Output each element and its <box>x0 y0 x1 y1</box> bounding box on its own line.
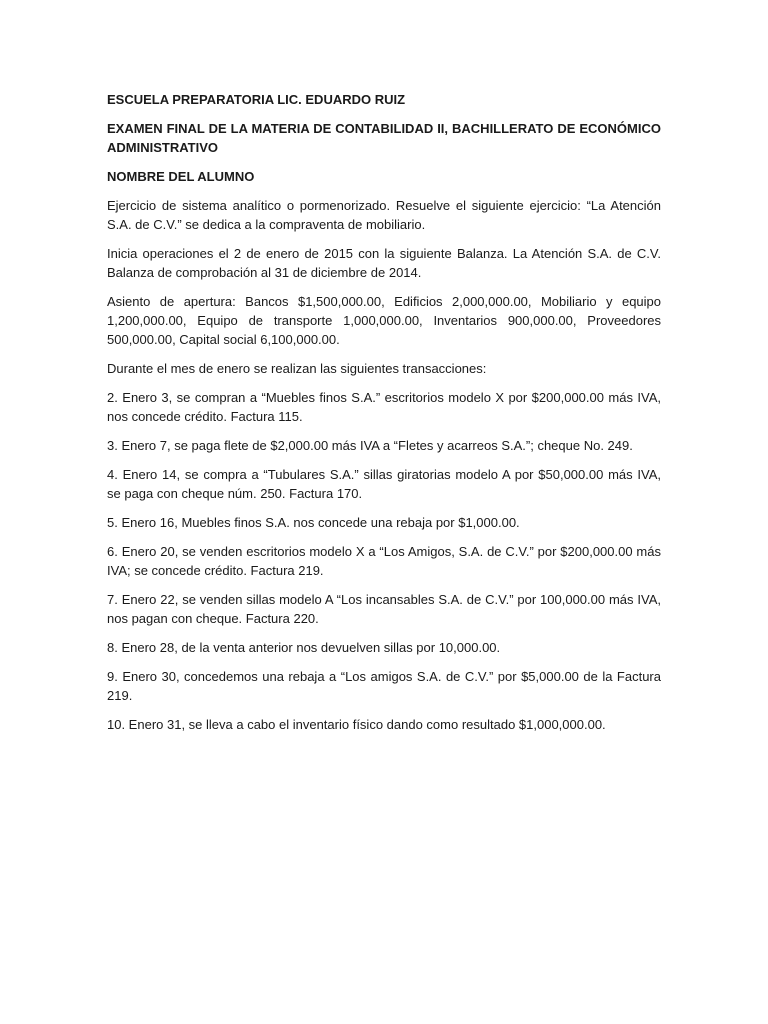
exam-title: EXAMEN FINAL DE LA MATERIA DE CONTABILIDAD II, BACHILLERATO DE ECONÓMICO ADMINISTRATIVO <box>107 121 661 155</box>
transaction-item: 5. Enero 16, Muebles finos S.A. nos concede una rebaja por $1,000.00. <box>107 515 520 530</box>
transaction-item: 8. Enero 28, de la venta anterior nos devuelven sillas por 10,000.00. <box>107 640 501 655</box>
paragraph-start-operations: Inicia operaciones el 2 de enero de 2015 con la siguiente Balanza. La Atención S.A. de C.V. Balanza de comprobación al 31 de diciembre de 2014. <box>107 246 661 280</box>
document-page <box>107 90 661 744</box>
transaction-item: 10. Enero 31, se lleva a cabo el inventario físico dando como resultado $1,000,000.00. <box>107 717 606 732</box>
student-name-label: NOMBRE DEL ALUMNO <box>107 169 255 184</box>
paragraph-transactions-intro: Durante el mes de enero se realizan las siguientes transacciones: <box>107 361 487 376</box>
paragraph-opening-entry: Asiento de apertura: Bancos $1,500,000.00, Edificios 2,000,000.00, Mobiliario y equipo 1,200,000.00, Equipo de transporte 1,000,000.00, Inventarios 900,000.00, Proveedores 500,000.00, Capital social 6,100,000.00. <box>107 294 661 347</box>
school-name: ESCUELA PREPARATORIA LIC. EDUARDO RUIZ <box>107 92 406 107</box>
transaction-item: 4. Enero 14, se compra a “Tubulares S.A.” sillas giratorias modelo A por $50,000.00 más IVA, se paga con cheque núm. 250. Factura 170. <box>107 467 661 501</box>
transaction-item: 9. Enero 30, concedemos una rebaja a “Los amigos S.A. de C.V.” por $5,000.00 de la Factura 219. <box>107 669 661 703</box>
transaction-item: 2. Enero 3, se compran a “Muebles finos S.A.” escritorios modelo X por $200,000.00 más IVA, nos concede crédito. Factura 115. <box>107 390 661 424</box>
transaction-item: 6. Enero 20, se venden escritorios modelo X a “Los Amigos, S.A. de C.V.” por $200,000.00 más IVA; se concede crédito. Factura 219. <box>107 544 661 578</box>
paragraph-intro: Ejercicio de sistema analítico o pormenorizado. Resuelve el siguiente ejercicio: “La Atención S.A. de C.V.” se dedica a la compraventa de mobiliario. <box>107 198 661 232</box>
transaction-item: 7. Enero 22, se venden sillas modelo A “Los incansables S.A. de C.V.” por 100,000.00 más IVA, nos pagan con cheque. Factura 220. <box>107 592 661 626</box>
transaction-item: 3. Enero 7, se paga flete de $2,000.00 más IVA a “Fletes y acarreos S.A.”; cheque No. 249. <box>107 438 633 453</box>
